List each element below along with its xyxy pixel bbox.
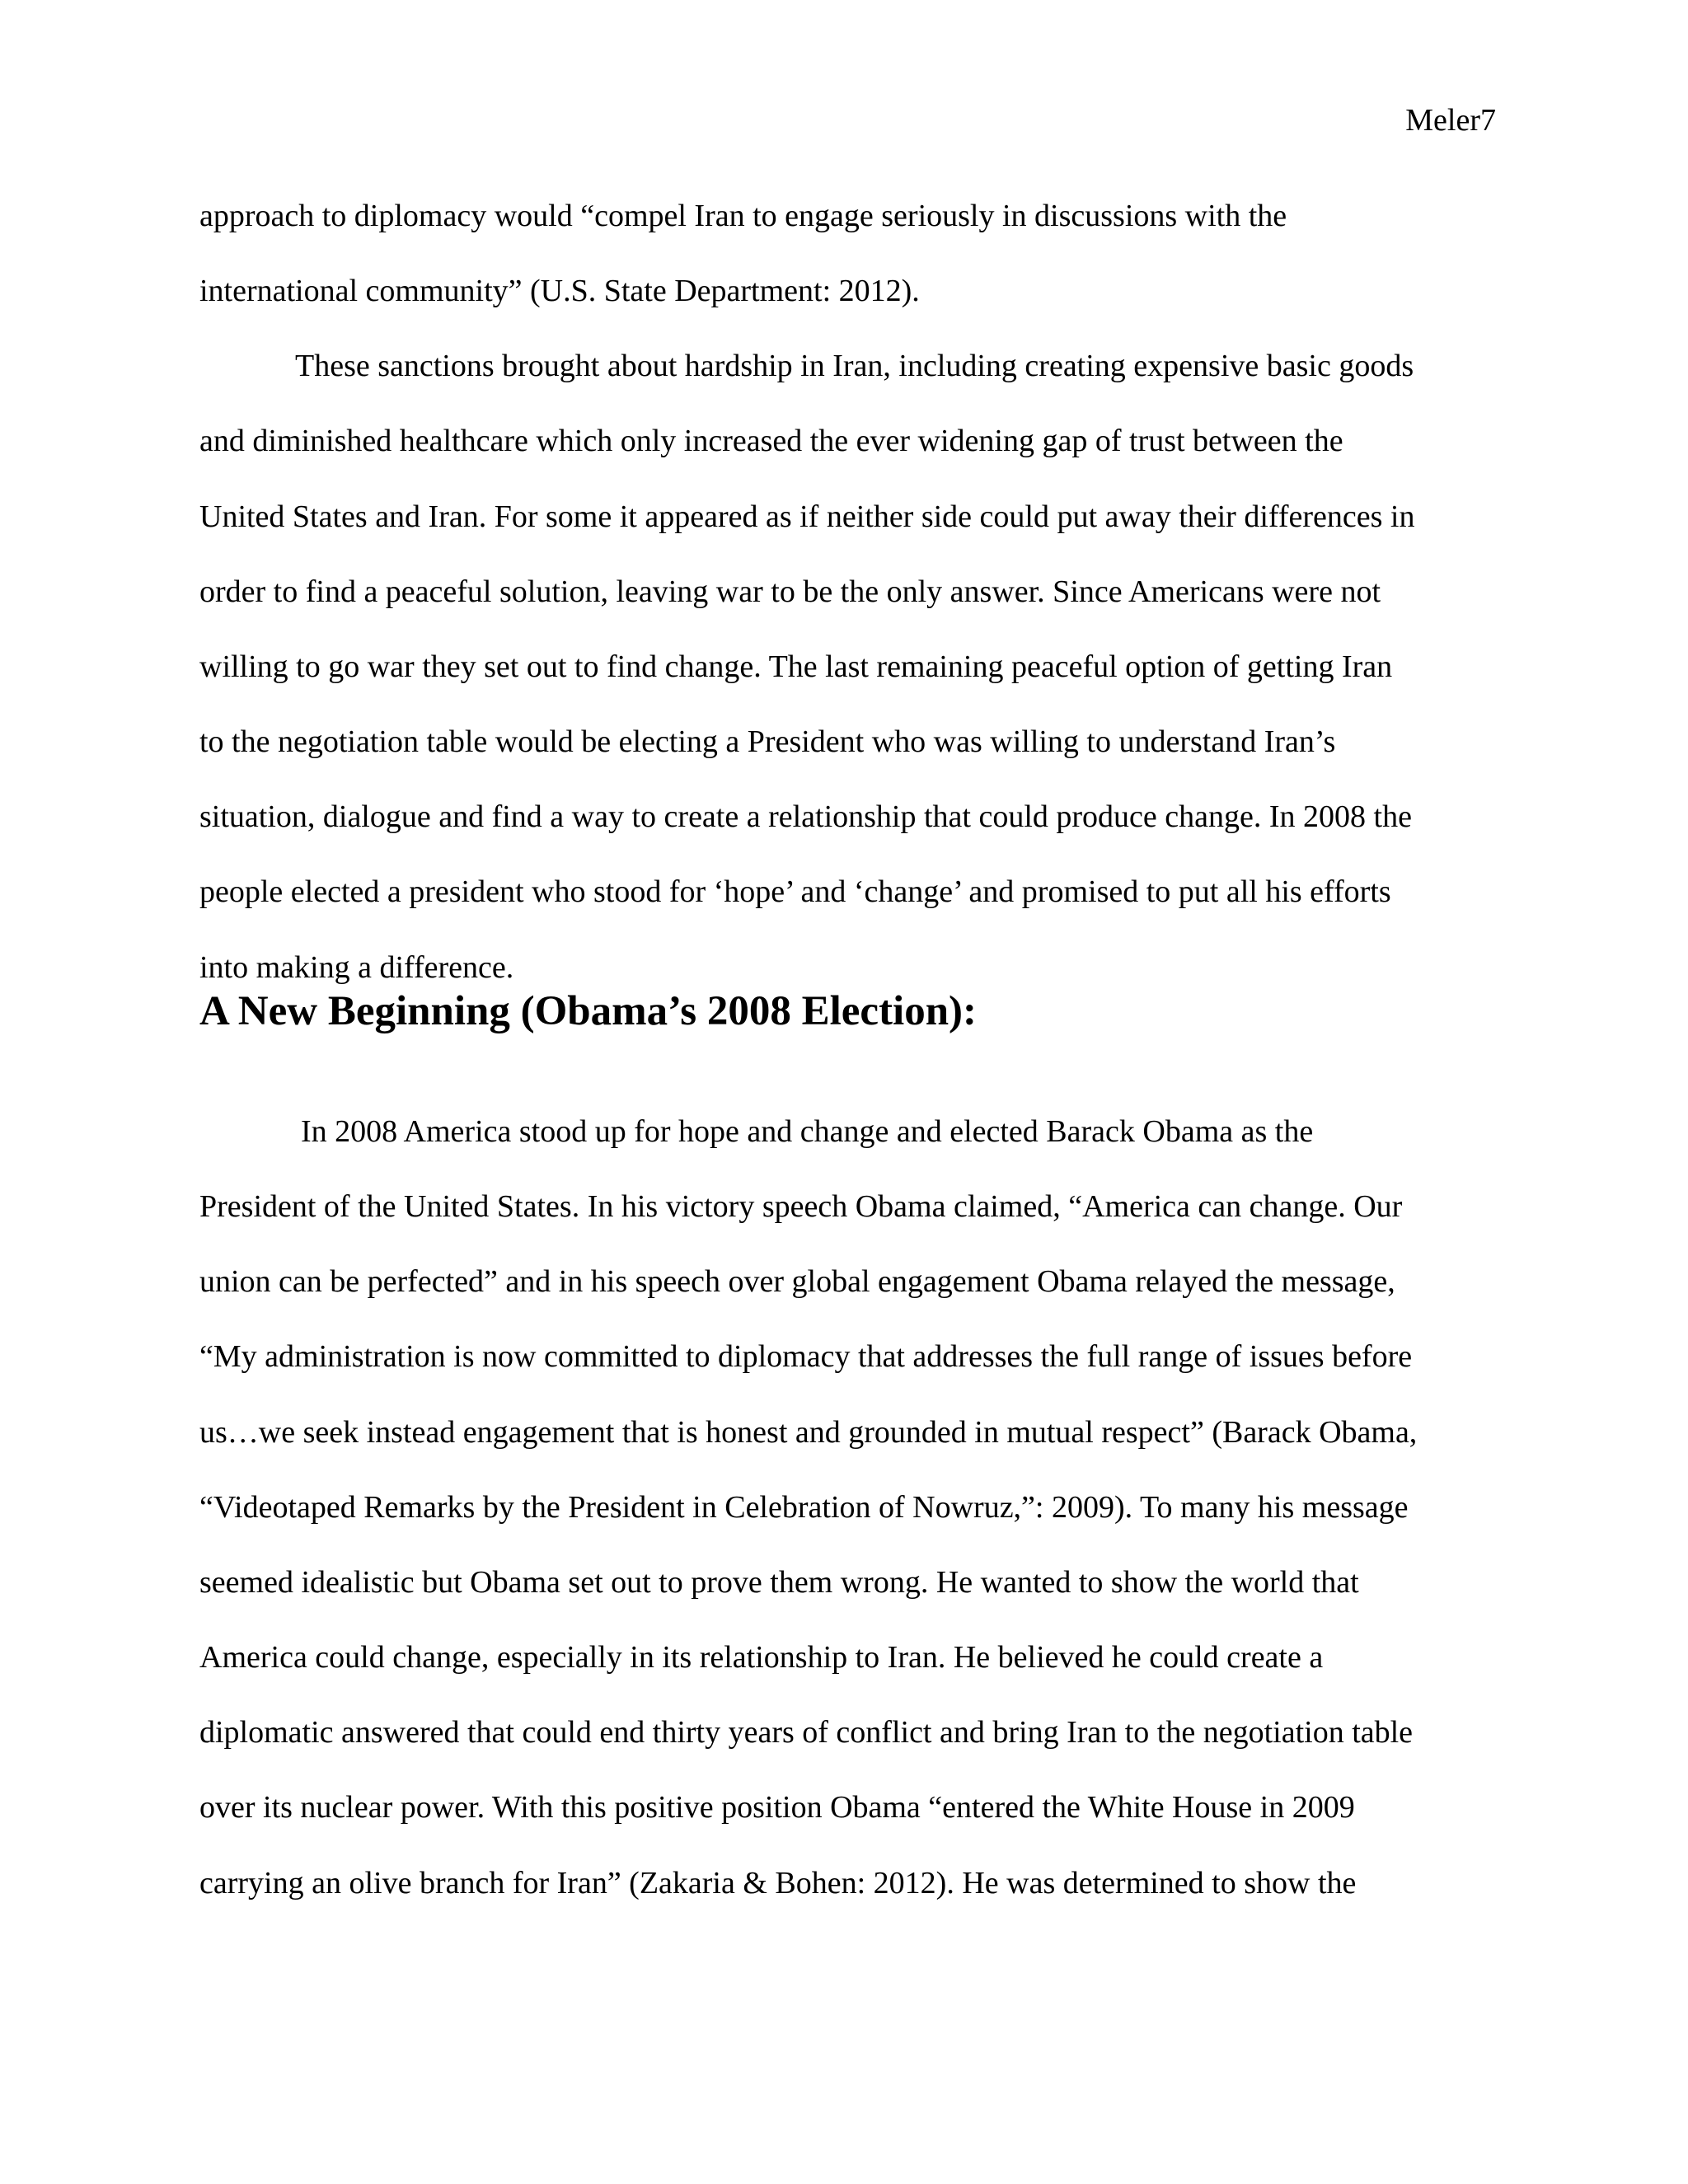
text-line: over its nuclear power. With this positive position Obama “entered the White House in 2009	[199, 1790, 1355, 1825]
paragraph-first-line: In 2008 America stood up for hope and change and elected Barack Obama as the	[301, 1114, 1314, 1149]
text-line: carrying an olive branch for Iran” (Zakaria & Bohen: 2012). He was determined to show the	[199, 1866, 1357, 1900]
text-line: into making a difference.	[199, 950, 514, 985]
section-heading: A New Beginning (Obama’s 2008 Election):	[199, 988, 978, 1034]
text-line: approach to diplomacy would “compel Iran to engage seriously in discussions with the	[199, 199, 1287, 233]
text-line: “My administration is now committed to diplomacy that addresses the full range of issues before	[199, 1339, 1413, 1374]
text-line: United States and Iran. For some it appeared as if neither side could put away their differences in	[199, 499, 1415, 534]
text-line: order to find a peaceful solution, leaving war to be the only answer. Since Americans were not	[199, 574, 1381, 609]
text-line: and diminished healthcare which only increased the ever widening gap of trust between the	[199, 424, 1343, 458]
paragraph-first-line: These sanctions brought about hardship in Iran, including creating expensive basic goods	[295, 349, 1414, 383]
page-header: Meler7	[1405, 103, 1496, 138]
text-line: diplomatic answered that could end thirty years of conflict and bring Iran to the negotiation table	[199, 1715, 1414, 1750]
text-line: situation, dialogue and find a way to create a relationship that could produce change. In 2008 the	[199, 799, 1412, 834]
text-line: people elected a president who stood for ‘hope’ and ‘change’ and promised to put all his efforts	[199, 874, 1391, 909]
text-line: “Videotaped Remarks by the President in Celebration of Nowruz,”: 2009). To many his message	[199, 1490, 1409, 1525]
text-line: President of the United States. In his victory speech Obama claimed, “America can change. Our	[199, 1189, 1403, 1224]
text-line: us…we seek instead engagement that is honest and grounded in mutual respect” (Barack Obama,	[199, 1415, 1418, 1450]
text-line: union can be perfected” and in his speech over global engagement Obama relayed the message,	[199, 1264, 1395, 1299]
text-line: willing to go war they set out to find change. The last remaining peaceful option of getting Iran	[199, 649, 1393, 684]
text-line: seemed idealistic but Obama set out to prove them wrong. He wanted to show the world that	[199, 1565, 1359, 1600]
text-line: America could change, especially in its relationship to Iran. He believed he could create a	[199, 1640, 1324, 1675]
text-line: to the negotiation table would be electing a President who was willing to understand Iran’s	[199, 724, 1336, 759]
text-line: international community” (U.S. State Department: 2012).	[199, 274, 920, 308]
